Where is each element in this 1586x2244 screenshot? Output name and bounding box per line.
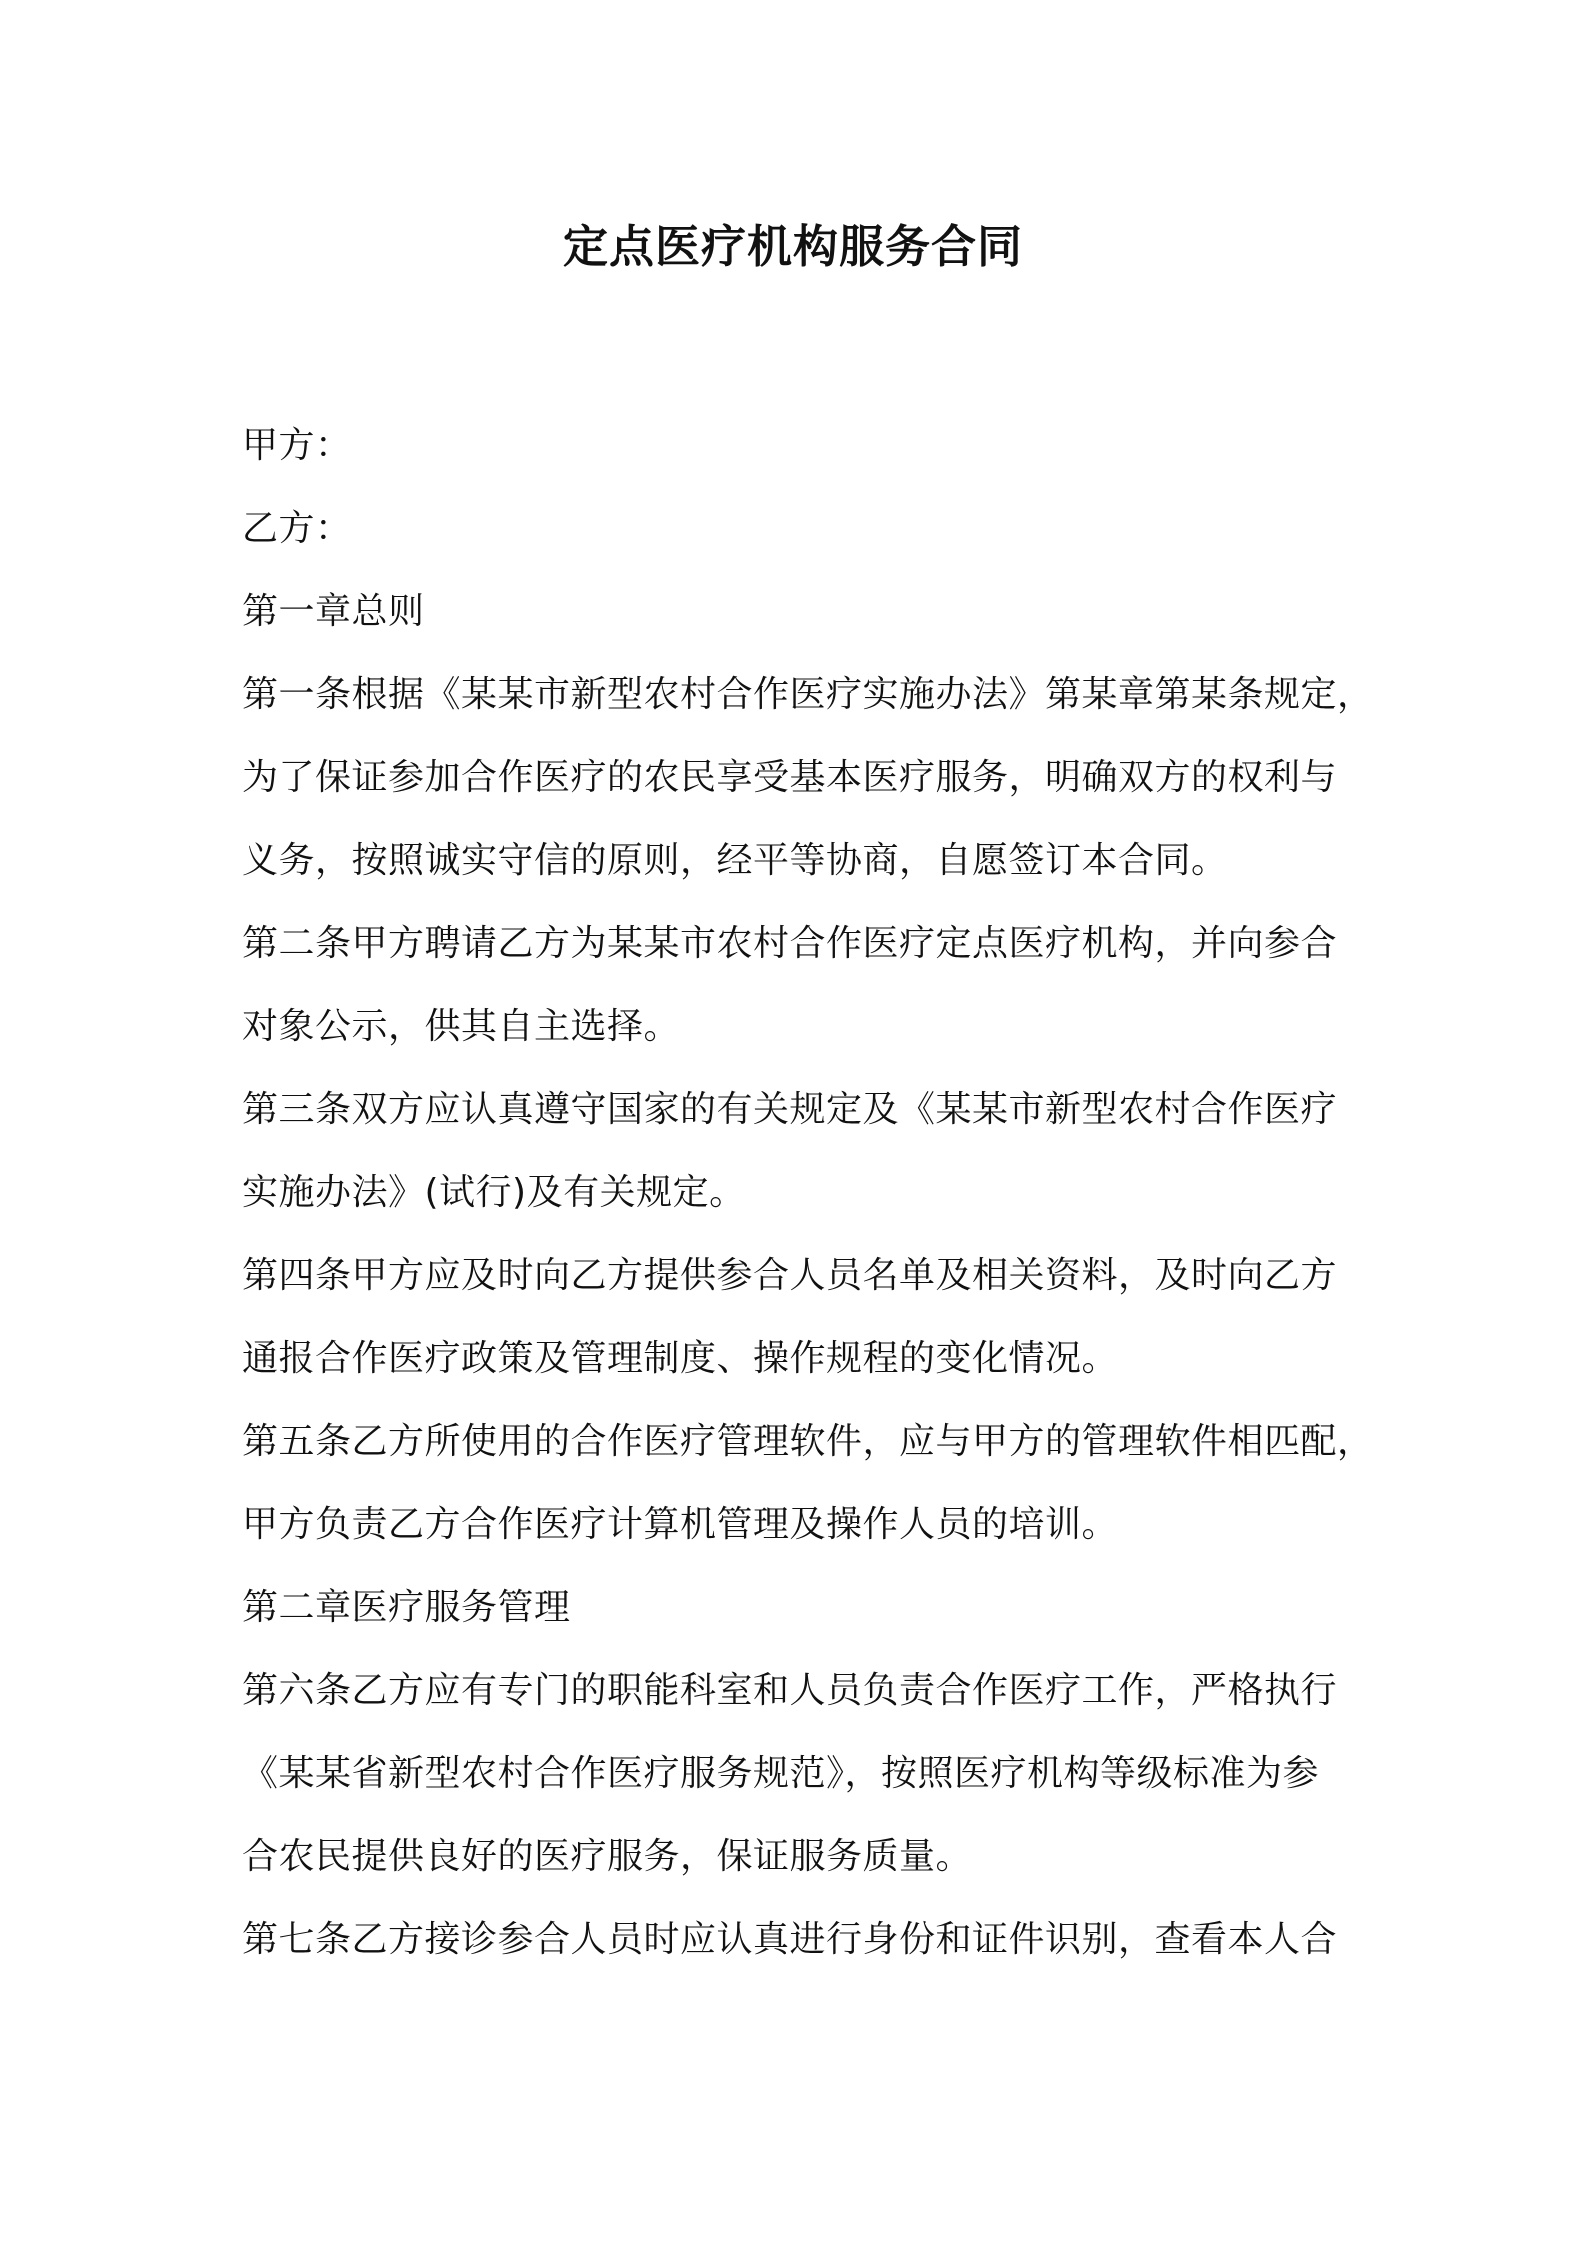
- document-title: 定点医疗机构服务合同: [562, 220, 1023, 273]
- text-line: 《某某省新型农村合作医疗服务规范》，按照医疗机构等级标准为参: [242, 1753, 1320, 1794]
- chapter-heading: 第一章总则: [242, 591, 425, 632]
- document-body: [242, 404, 1382, 1981]
- text-line: 合农民提供良好的医疗服务，保证服务质量。: [242, 1836, 973, 1877]
- text-line: 通报合作医疗政策及管理制度、操作规程的变化情况。: [242, 1338, 1119, 1379]
- text-line: 第四条甲方应及时向乙方提供参合人员名单及相关资料，及时向乙方: [242, 1255, 1338, 1296]
- party-a-line: 甲方：: [242, 425, 352, 466]
- text-line: 实施办法》(试行)及有关规定。: [242, 1172, 746, 1213]
- text-line: 义务，按照诚实守信的原则，经平等协商，自愿签订本合同。: [242, 840, 1228, 881]
- text-line: 第二条甲方聘请乙方为某某市农村合作医疗定点医疗机构，并向参合: [242, 923, 1338, 964]
- text-line: 第七条乙方接诊参合人员时应认真进行身份和证件识别，查看本人合: [242, 1919, 1338, 1960]
- party-b-line: 乙方：: [242, 508, 352, 549]
- text-line: 第三条双方应认真遵守国家的有关规定及《某某市新型农村合作医疗: [242, 1089, 1338, 1130]
- text-line: 为了保证参加合作医疗的农民享受基本医疗服务，明确双方的权利与: [242, 757, 1338, 798]
- text-line: 第六条乙方应有专门的职能科室和人员负责合作医疗工作，严格执行: [242, 1670, 1338, 1711]
- text-line: 甲方负责乙方合作医疗计算机管理及操作人员的培训。: [242, 1504, 1119, 1545]
- text-line: 第一条根据《某某市新型农村合作医疗实施办法》第某章第某条规定，: [242, 674, 1374, 715]
- text-line: 第五条乙方所使用的合作医疗管理软件，应与甲方的管理软件相匹配，: [242, 1421, 1374, 1462]
- text-line: 对象公示，供其自主选择。: [242, 1006, 681, 1047]
- chapter-heading: 第二章医疗服务管理: [242, 1587, 571, 1628]
